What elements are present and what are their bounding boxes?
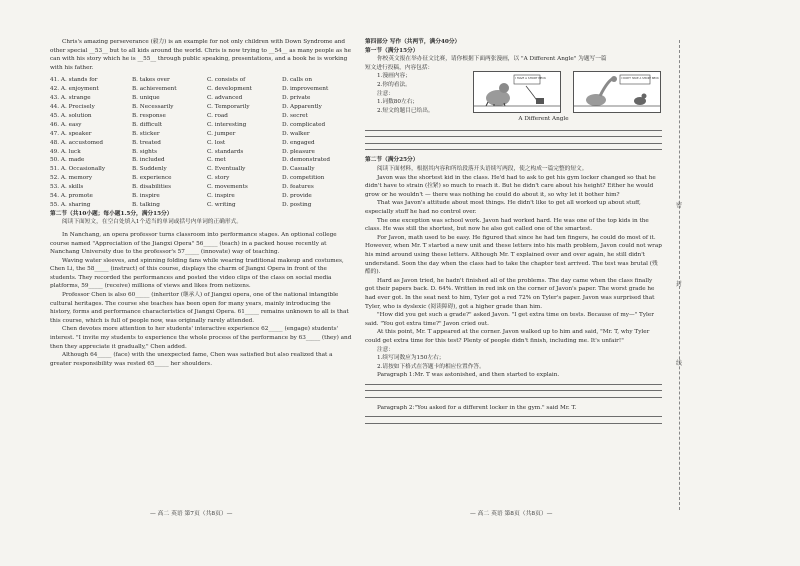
sec2-heading: 第二节（满分25分） bbox=[365, 157, 419, 164]
option-cell: 41. A. stands for bbox=[50, 77, 98, 84]
answer-line bbox=[365, 384, 662, 385]
intro-paragraph bbox=[50, 38, 352, 72]
cartoon1-speech: I HAVE A SHORT NECK bbox=[515, 76, 546, 81]
right-page bbox=[365, 38, 662, 429]
option-cell: D. posting bbox=[282, 201, 312, 208]
option-cell: D. improvement bbox=[282, 86, 329, 93]
sec1-heading: 第一节（满分15分） bbox=[365, 47, 419, 54]
option-cell: B. achievement bbox=[132, 86, 177, 93]
passage-paragraph: Waving water sleeves, and spinning folding fans while wearing traditional makeup and costumes, Chen Li, the 58_____ (instruct) of this course, displays the charm of Jiangxi Opera in front of the students. They recorded the performances and posted the video clips of the class on social media platforms, 59_____ (receive) millions of views and likes from netizens. bbox=[50, 257, 344, 290]
option-row bbox=[50, 112, 352, 121]
option-cell: C. movements bbox=[207, 184, 248, 191]
instruction-line: 你校英文报在举办征文比赛，请你根据下面两张漫画，以 "A Different Angle" 为题写一篇 bbox=[377, 56, 607, 63]
option-cell: C. interesting bbox=[207, 121, 247, 128]
option-cell: D. secret bbox=[282, 112, 308, 119]
instruction-line: 2.短文的题目已给出。 bbox=[377, 107, 434, 114]
option-cell: D. calls on bbox=[282, 77, 313, 84]
option-cell: B. disabilities bbox=[132, 184, 172, 191]
cartoon-panel-2 bbox=[573, 71, 661, 113]
seal-label: 封 bbox=[675, 281, 682, 288]
option-cell: C. writing bbox=[207, 201, 236, 208]
option-cell: 49. A. luck bbox=[50, 148, 81, 155]
option-row bbox=[50, 94, 352, 103]
option-row bbox=[50, 165, 352, 174]
passage-paragraph: Professor Chen is also 60_____ (inheritor (继承人) of Jiangxi opera, one of the national intangible cultural heritages. The course she teaches has been open for many years, mainly introducing the history, forms and performance characteristics of Jiangxi Opera. 61_____ remains unknown to all is that this course, which is full of people now, was originally rarely attended. bbox=[50, 292, 349, 324]
option-cell: B. treated bbox=[132, 139, 161, 146]
cartoon-strip bbox=[473, 71, 662, 113]
option-cell: 43. A. strange bbox=[50, 95, 91, 102]
option-row bbox=[50, 183, 352, 192]
option-cell: C. lost bbox=[207, 139, 226, 146]
notes-heading: 注意： bbox=[377, 346, 395, 353]
option-cell: 55. A. sharing bbox=[50, 201, 91, 208]
option-cell: D. demonstrated bbox=[282, 157, 331, 164]
option-row bbox=[50, 201, 352, 210]
option-cell: D. Casually bbox=[282, 166, 315, 173]
story-passage bbox=[365, 174, 662, 346]
intro-line: can with his story which he is __55__ through public speaking, presentations, and a book he is working bbox=[50, 56, 348, 63]
option-cell: C. Eventually bbox=[207, 166, 246, 173]
sec2-instruction: 阅读下面材料，根据其内容和所给段落开头语续写两段，使之构成一篇完整的短文。 bbox=[377, 166, 588, 173]
intro-line: Chris's amazing perseverance (毅力) is an example for not only children with Down Syndrome and bbox=[62, 39, 346, 45]
option-cell: 45. A. solution bbox=[50, 112, 92, 119]
story-paragraph: Hard as Javon tried, he hadn't finished all of the problems. The day came when the class finally got their papers back. D. 64%. Written in red ink on the corner of Javon's paper. The worst grade he had ever got. In the seat next to him, Tyler got a red 72% on Tyler's paper. Javon was surprised that Tyler, who is dyslexic (阅读障碍), got a higher grade than him. bbox=[365, 277, 655, 310]
option-cell: B. Suddenly bbox=[132, 166, 167, 173]
paragraph1-prompt: Paragraph 1:Mr. T was astonished, and then started to explain. bbox=[377, 372, 560, 379]
opera-passage bbox=[50, 231, 352, 369]
option-row bbox=[50, 85, 352, 94]
page-footer-right: — 高二 英语 第8页（共8页）— bbox=[470, 511, 553, 517]
option-cell: 50. A. made bbox=[50, 157, 85, 164]
part4-heading: 第四部分 写作（共两节，满分40分） bbox=[365, 39, 461, 45]
section2-heading: 第二节（共10小题；每小题1.5分，满分15分） bbox=[50, 210, 173, 217]
option-row bbox=[50, 139, 352, 148]
option-row bbox=[50, 121, 352, 130]
option-cell: C. development bbox=[207, 86, 252, 93]
seal-label: 密 bbox=[675, 202, 682, 209]
story-paragraph: "How did you get such a grade?" asked Javon. "I get extra time on tests. Because of my—" Tyler said. "You got extra time?" Javon cried out. bbox=[365, 312, 654, 327]
option-row bbox=[50, 192, 352, 201]
option-row bbox=[50, 103, 352, 112]
option-row bbox=[50, 130, 352, 139]
answer-line bbox=[365, 416, 662, 417]
intro-line: other special __53__ but to all kids around the world. Chris is now trying to __54__ as many people as he bbox=[50, 47, 352, 54]
story-paragraph: At this point, Mr. T appeared at the corner. Javon walked up to him and said, "Mr. T, why Tyler could get extra time for this test? Plenty of people didn't finish, including me. It's unfair!" bbox=[365, 329, 650, 344]
option-row bbox=[50, 174, 352, 183]
answer-line bbox=[365, 149, 662, 150]
passage-paragraph: Although 64_____ (face) with the unexpected fame, Chen was satisfied but also realized that a greater responsibility was rested 65_____ her shoulders. bbox=[50, 352, 333, 367]
seal-label: 线 bbox=[675, 360, 682, 367]
instruction-line: 2.你的看法。 bbox=[377, 81, 411, 88]
option-cell: C. road bbox=[207, 112, 228, 119]
answer-line bbox=[365, 136, 662, 137]
option-cell: C. story bbox=[207, 175, 230, 182]
cartoon2-speech: I DON'T HAVE A SHORT NECK bbox=[621, 77, 659, 81]
option-cell: B. unique bbox=[132, 95, 160, 102]
option-cell: 48. A. accustomed bbox=[50, 139, 104, 146]
option-cell: D. features bbox=[282, 184, 314, 191]
note-line: 1.续写词数应为150左右； bbox=[377, 355, 445, 362]
option-cell: B. included bbox=[132, 157, 165, 164]
option-cell: 52. A. memory bbox=[50, 175, 93, 182]
option-cell: B. takes over bbox=[132, 77, 170, 84]
instruction-line: 1.漫画内容； bbox=[377, 73, 411, 80]
option-cell: B. inspire bbox=[132, 192, 160, 199]
option-cell: C. jumper bbox=[207, 130, 236, 137]
option-cell: 42. A. enjoyment bbox=[50, 86, 99, 93]
paragraph2-prompt: Paragraph 2:"You asked for a different locker in the gym." said Mr. T. bbox=[377, 404, 577, 411]
option-cell: C. standards bbox=[207, 148, 244, 155]
option-cell: D. provide bbox=[282, 192, 312, 199]
instruction-line: 1.词数80左右； bbox=[377, 99, 419, 106]
instruction-line: 短文进行投稿，内容包括： bbox=[365, 64, 434, 71]
answer-line bbox=[365, 397, 662, 398]
instruction-line: 注意： bbox=[377, 90, 395, 97]
option-cell: C. consists of bbox=[207, 77, 246, 84]
option-row bbox=[50, 76, 352, 85]
cartoon-panel-1 bbox=[473, 71, 561, 113]
option-cell: B. response bbox=[132, 112, 166, 119]
option-cell: B. difficult bbox=[132, 121, 163, 128]
option-row bbox=[50, 148, 352, 157]
options-table bbox=[50, 76, 352, 209]
option-cell: B. sights bbox=[132, 148, 158, 155]
option-cell: 47. A. speaker bbox=[50, 130, 92, 137]
option-cell: B. experience bbox=[132, 175, 172, 182]
story-paragraph: Javon was the shortest kid in the class. He'd had to ask to get his gym locker changed so that he didn't have to strain (拉紧) so much to reach it. But he didn't care about his height? Either he would grow or he wouldn't — there was nothing he could do about it, so why let it bother him? bbox=[365, 174, 656, 198]
option-cell: C. inspire bbox=[207, 192, 235, 199]
option-cell: C. Temporarily bbox=[207, 104, 250, 111]
section2-instruction: 阅读下面短文，在空白处填入1个适当的单词或括号内单词的正确形式。 bbox=[62, 219, 242, 226]
cartoon-caption: A Different Angle bbox=[518, 116, 569, 123]
passage-paragraph: In Nanchang, an opera professor turns classroom into performance stages. An optional college course named "Appreciation of the Jiangxi Opera" 56_____ (teach) in a packed house recently at Nanchang University due to the professor's 57_____ (innovate) way of teaching. bbox=[50, 231, 337, 256]
option-cell: D. Apparently bbox=[282, 104, 322, 111]
option-row bbox=[50, 156, 352, 165]
story-paragraph: The one exception was school work. Javon had worked hard. He was one of the top kids in the class. He was still the shortest, but now he also got called one of the smartest. bbox=[365, 217, 649, 233]
answer-line bbox=[365, 130, 662, 131]
seal-line-labels bbox=[672, 200, 686, 437]
passage-paragraph: Chen devotes more attention to her students' interactive experience 62_____ (engage) students' interest. "I invite my students to experience the whole process of the performance by 63_____ (they) and then they appreciate it gradually," Chen added. bbox=[50, 326, 352, 350]
option-cell: 53. A. skills bbox=[50, 184, 84, 191]
story-paragraph: That was Javon's attitude about most things. He didn't like to get all worked up about stuff, especially stuff he had no control over. bbox=[365, 200, 641, 215]
option-cell: B. sticker bbox=[132, 130, 160, 137]
option-cell: B. talking bbox=[132, 201, 160, 208]
answer-line bbox=[365, 390, 662, 391]
story-paragraph: For Javon, math used to be easy. He figured that since he had ten fingers, he could do most of it. However, when Mr. T started a new unit and these letters into his math problem, Javon could not wrap his mind around using these letters. Although Mr. T explained over and over again, he still didn't understand. Soon the day when the class had to take the chapter test arrived. The test was brutal (残酷的). bbox=[365, 234, 662, 276]
left-page bbox=[50, 38, 352, 368]
page-footer-left: — 高二 英语 第7页（共8页）— bbox=[150, 511, 233, 517]
answer-line bbox=[365, 423, 662, 424]
option-cell: D. pleasure bbox=[282, 148, 315, 155]
option-cell: D. walker bbox=[282, 130, 310, 137]
option-cell: 46. A. easy bbox=[50, 121, 82, 128]
option-cell: C. met bbox=[207, 157, 226, 164]
option-cell: D. competition bbox=[282, 175, 325, 182]
option-cell: 44. A. Precisely bbox=[50, 104, 95, 111]
option-cell: 51. A. Occasionally bbox=[50, 166, 106, 173]
option-cell: 54. A. promote bbox=[50, 192, 93, 199]
option-cell: D. complicated bbox=[282, 121, 326, 128]
note-line: 2.请按如下格式在答题卡的相应位置作答。 bbox=[377, 363, 485, 370]
intro-line: with his father. bbox=[50, 64, 94, 71]
option-cell: B. Necessarily bbox=[132, 104, 174, 111]
option-cell: D. engaged bbox=[282, 139, 315, 146]
answer-line bbox=[365, 143, 662, 144]
option-cell: C. advanced bbox=[207, 95, 243, 102]
option-cell: D. private bbox=[282, 95, 311, 102]
